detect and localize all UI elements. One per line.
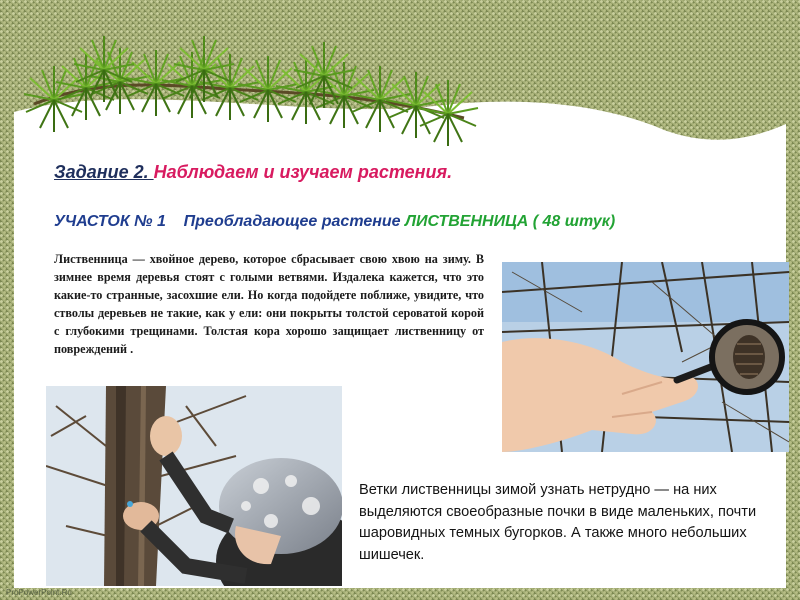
watermark: ProPowerPoint.Ru bbox=[6, 588, 72, 597]
task-text: Наблюдаем и изучаем растения. bbox=[153, 162, 453, 182]
plot-prefix: Преобладающее растение bbox=[183, 213, 406, 230]
plant-name: ЛИСТВЕННИЦА ( 48 штук) bbox=[405, 213, 616, 230]
task-title bbox=[54, 162, 452, 183]
pine-branch-decoration bbox=[24, 26, 484, 146]
description-paragraph: Лиственница — хвойное дерево, которое сбрасывает свою хвою на зиму. В зимнее время деревья стоят с голыми ветвями. Издалека кажется, что это какие-то странные, засохшие ели. Но когда подойдете поближе, увидите, что стволы деревьев не такие, как у ели: они покрыты толстой сероватой корой с глубокими трещинами. Толстая кора хорошо защищает лиственницу от повреждений . bbox=[54, 252, 484, 356]
plot-label: УЧАСТОК № 1 bbox=[54, 213, 166, 230]
photo-caption: Ветки лиственницы зимой узнать нетрудно — на них выделяются своеобразные почки в виде маленьких, почти шаровидных темных бугорков. А также много небольших шишечек. bbox=[359, 482, 757, 563]
task-label: Задание 2. bbox=[54, 162, 154, 182]
photo-hand-with-magnifier bbox=[502, 262, 789, 452]
slide bbox=[14, 12, 786, 588]
plot-heading bbox=[54, 213, 615, 231]
photo-person-examining-bark bbox=[46, 386, 342, 586]
